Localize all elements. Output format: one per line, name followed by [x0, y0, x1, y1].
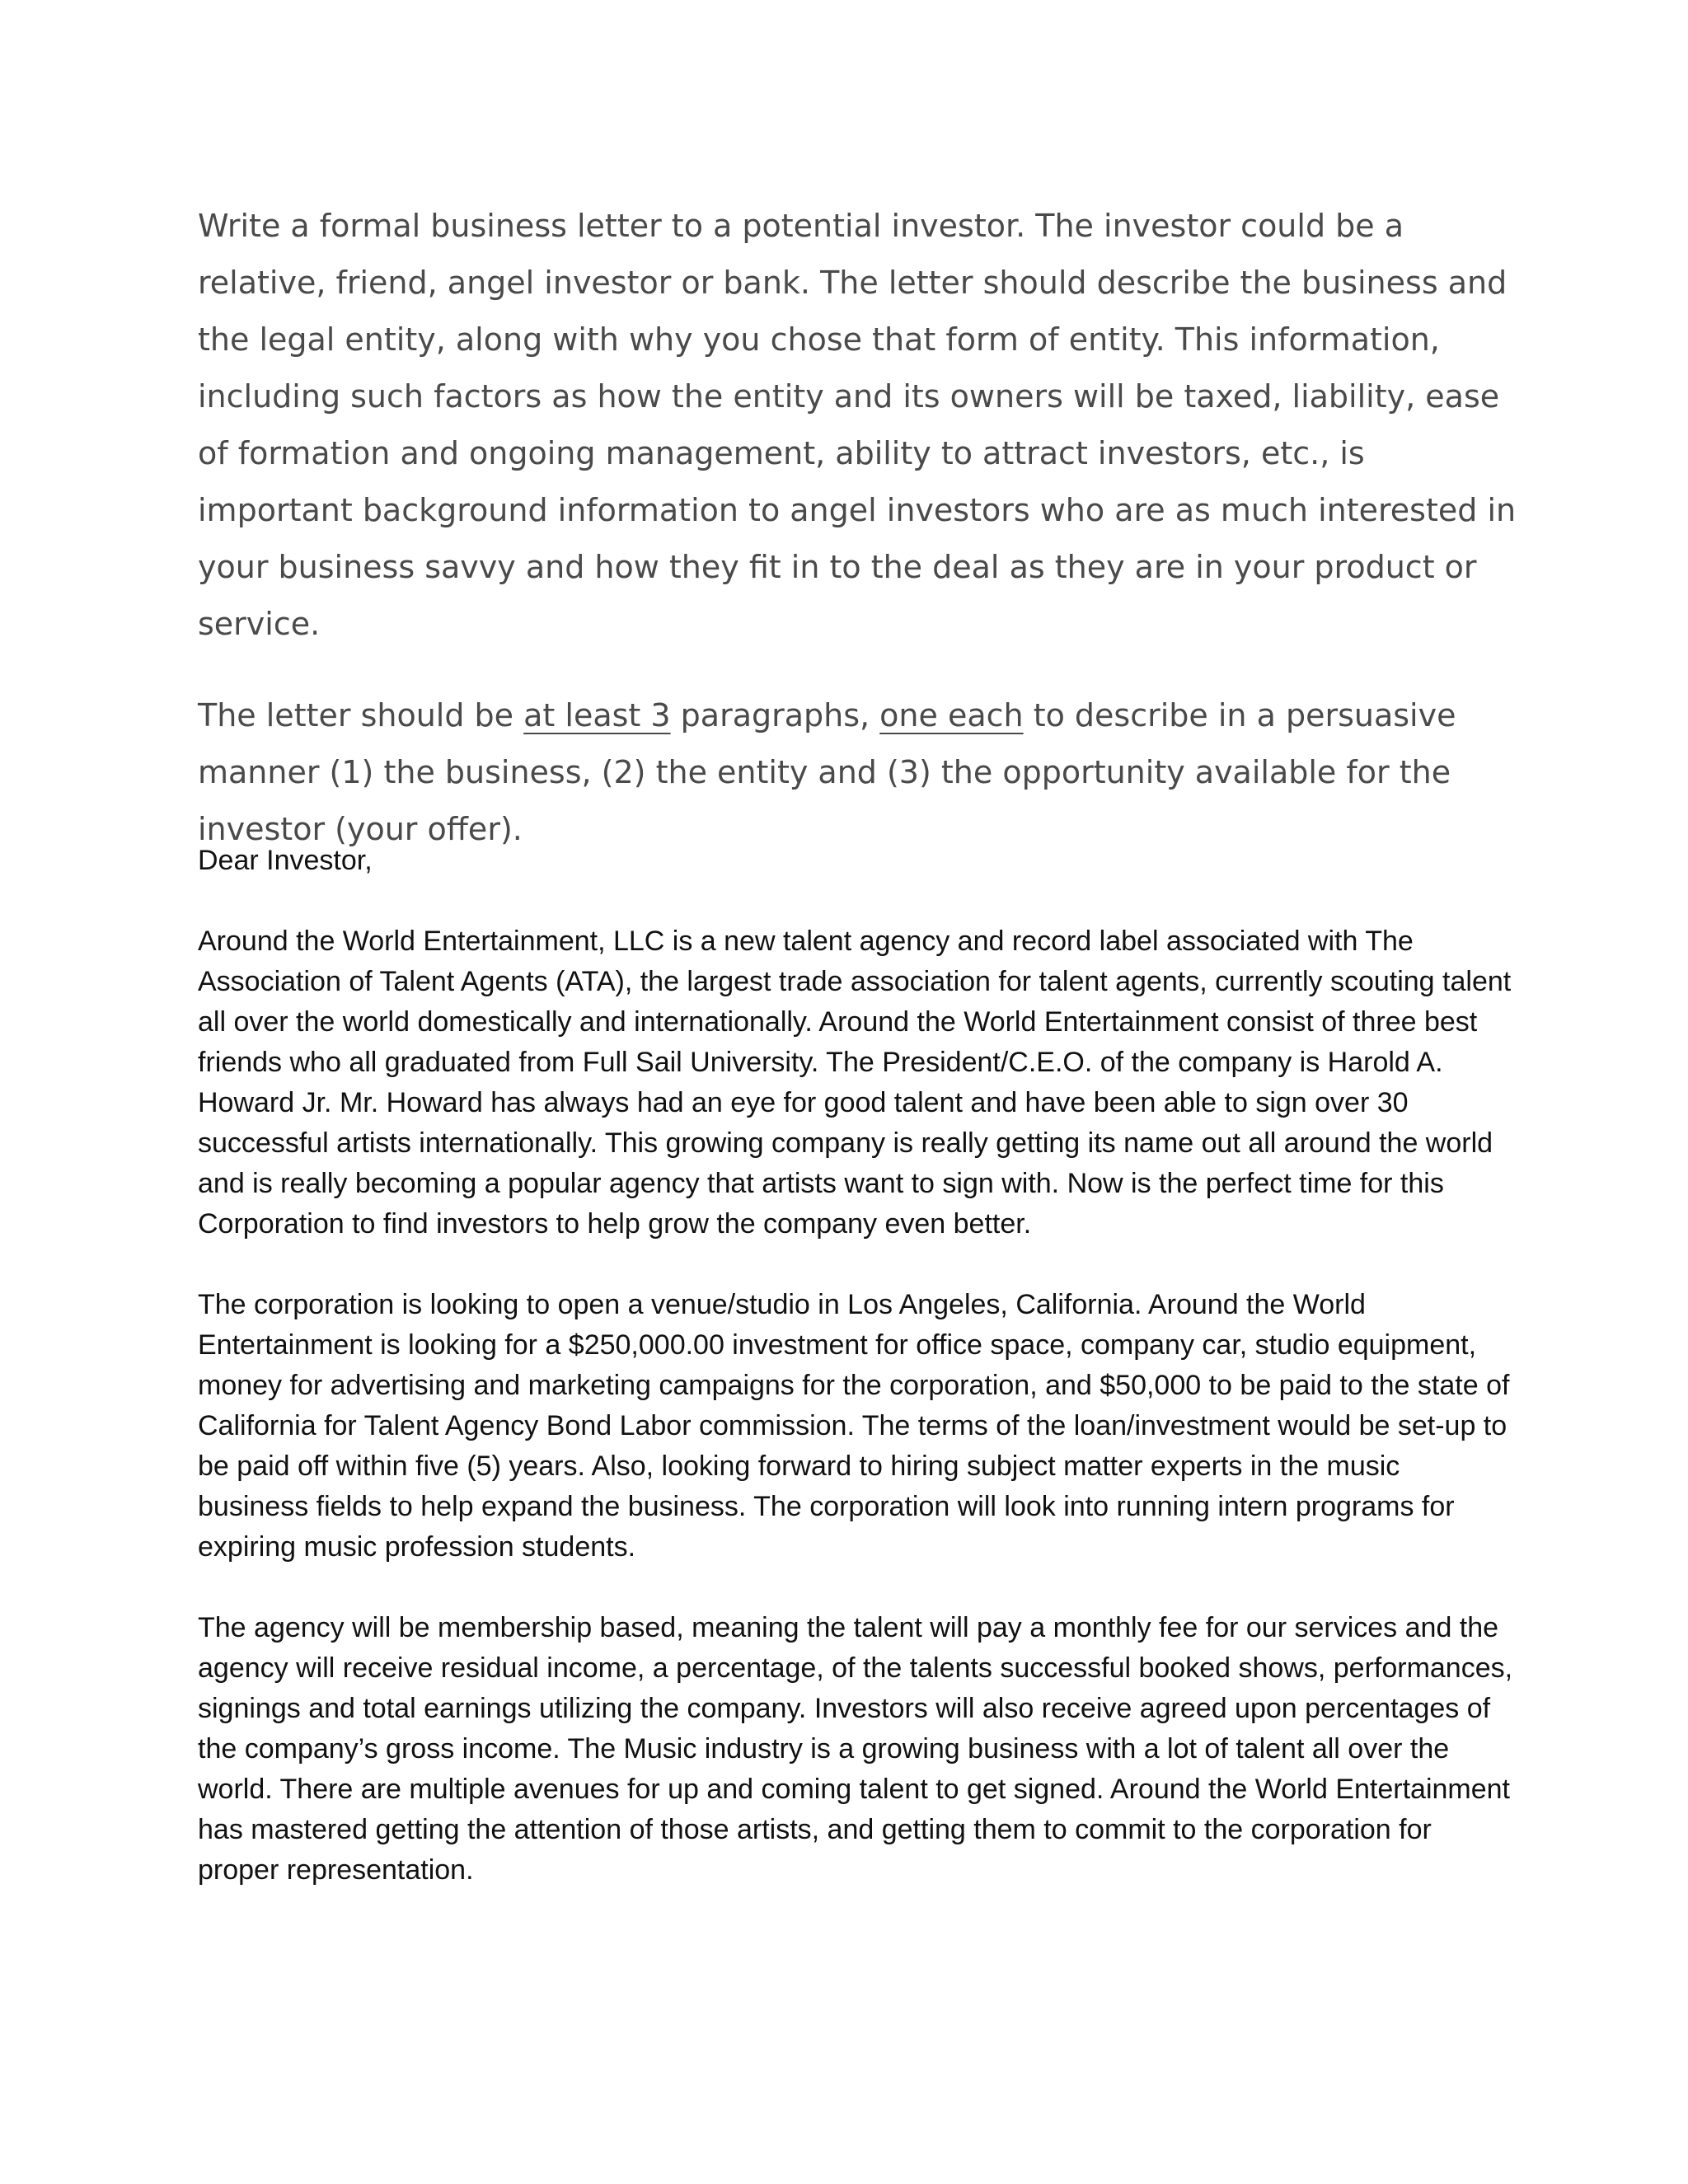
letter-paragraph-offer: The agency will be membership based, meaning the talent will pay a monthly fee for our services and the agency will receive residual income, a percentage, of the talents successful booked shows, performances, signings and total earnings utilizing the company. Investors will also receive agreed upon percentages of the company’s gross income. The Music industry is a growing business with a lot of talent all over the world. There are multiple avenues for up and coming talent to get signed. Around the World Entertainment has mastered getting the attention of those artists, and getting them to commit to the corporation for proper representation.: [198, 1612, 1513, 1886]
prompt-paragraph-1: Write a formal business letter to a potential investor. The investor could be a relative, friend, angel investor or bank. The letter should describe the business and the legal entity, along with why you chose that form of entity. This information, including such factors as how the entity and its owners will be taxed, liability, ease of formation and ongoing management, ability to attract investors, etc., is important background information to angel investors who are as much interested in your business savvy and how they fit in to the deal as they are in your product or service.: [198, 208, 1517, 642]
investor-letter: [198, 841, 1517, 1931]
prompt-text-segment: paragraphs,: [670, 697, 880, 733]
underlined-at-least-3: at least 3: [523, 697, 671, 733]
prompt-text-segment: The letter should be: [198, 697, 524, 733]
letter-paragraph-investment: The corporation is looking to open a venue/studio in Los Angeles, California. Around the World Entertainment is looking for a $250,000.00 investment for office space, company car, studio equipment, money for advertising and marketing campaigns for the corporation, and $50,000 to be paid to the state of California for Talent Agency Bond Labor commission. The terms of the loan/investment would be set-up to be paid off within five (5) years. Also, looking forward to hiring subject matter experts in the music business fields to help expand the business. The corporation will look into running intern programs for expiring music profession students.: [198, 1289, 1510, 1563]
prompt-paragraph-2: [198, 687, 1517, 858]
prompt-text-segment: to describe in a persuasive manner (1) the business, (2) the entity and (3) the opportunity available for the investor (your offer).: [198, 697, 1456, 847]
letter-salutation: Dear Investor,: [198, 845, 373, 876]
underlined-one-each: one each: [879, 697, 1024, 733]
letter-paragraph-business: Around the World Entertainment, LLC is a new talent agency and record label associated with The Association of Talent Agents (ATA), the largest trade association for talent agents, currently scouting talent all over the world domestically and internationally. Around the World Entertainment consist of three best friends who all graduated from Full Sail University. The President/C.E.O. of the company is Harold A. Howard Jr. Mr. Howard has always had an eye for good talent and have been able to sign over 30 successful artists internationally. This growing company is really getting its name out all around the world and is really becoming a popular agency that artists want to sign with. Now is the perfect time for this Corporation to find investors to help grow the company even better.: [198, 926, 1512, 1240]
assignment-prompt: [198, 198, 1517, 858]
